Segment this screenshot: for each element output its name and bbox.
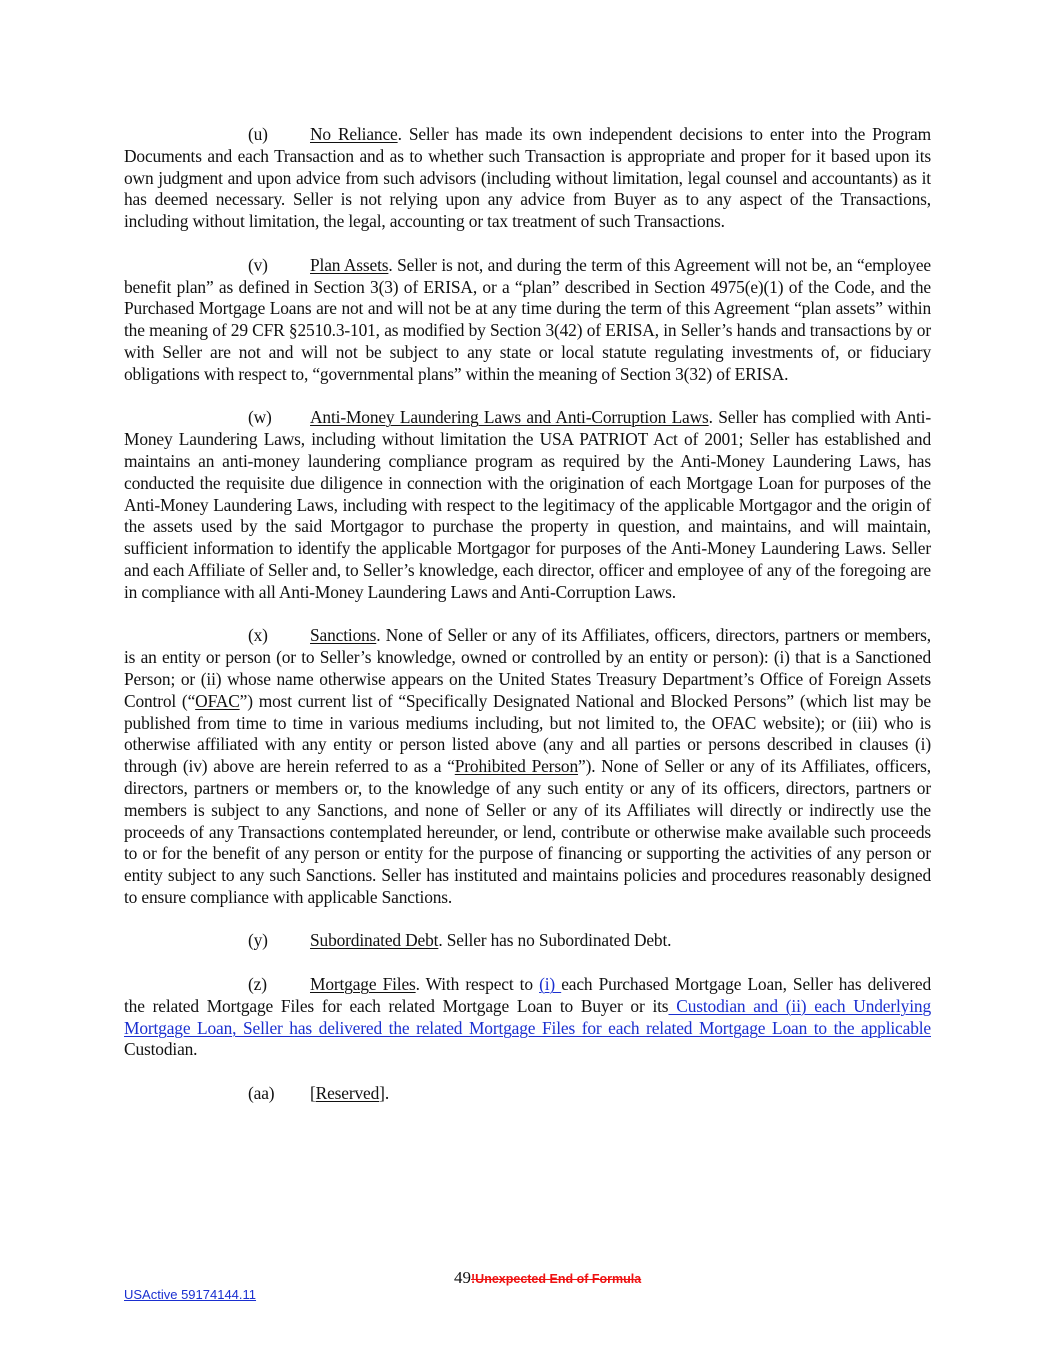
section-label: (x) bbox=[248, 625, 268, 646]
section-text: . Seller is not, and during the term of this Agreement will not be, an “employee benefit plan” as defined in Section 3(3) of ERISA, or a “plan” described in Section 4975(e)(1) of the Code, and the Purchased Mortgage Loans are not and will not be at any time during the term of this Agreement “plan assets” within the meaning of 29 CFR §2510.3-101, as modified by Section 3(42) of ERISA, in Seller’s hands and transactions by or with Seller are not and will not be subject to any state or local statute regulating investments of, or fiduciary obligations with respect to, “governmental plans” within the meaning of Section 3(32) of ERISA. bbox=[124, 254, 931, 384]
section-text: . Seller has no Subordinated Debt. bbox=[438, 930, 672, 951]
section-v bbox=[124, 255, 931, 386]
section-aa bbox=[124, 1083, 931, 1105]
section-text: ”) most current list of “Specifically Designated National and Blocked Persons” (which list may be published from time to time in various mediums including, but not limited to, the OFAC website); or (iii) who is otherwise affiliated with any entity or person listed above (any and all parties or persons described in clauses (i) through (iv) above are herein referred to as a “ bbox=[124, 690, 931, 777]
section-heading: Mortgage Files bbox=[310, 974, 416, 995]
section-label: (v) bbox=[248, 254, 268, 275]
section-heading: Sanctions bbox=[310, 625, 377, 646]
bracket-open: [ bbox=[310, 1083, 316, 1104]
section-heading: Reserved bbox=[315, 1083, 380, 1104]
section-heading: Anti-Money Laundering Laws and Anti-Corruption Laws bbox=[310, 407, 709, 428]
section-text: each Purchased Mortgage Loan, Seller has delivered the related Mortgage Files for each related Mortgage Loan to Buyer or its bbox=[124, 974, 931, 1016]
section-label: (w) bbox=[248, 407, 272, 428]
defined-term-prohibited-person: Prohibited Person bbox=[454, 756, 579, 777]
section-w bbox=[124, 407, 931, 603]
page-footer bbox=[454, 1268, 641, 1289]
page-number: 49 bbox=[454, 1268, 471, 1287]
section-label: (z) bbox=[248, 974, 267, 995]
formula-error: !Unexpected End of Formula bbox=[471, 1272, 642, 1286]
document-id-link[interactable]: USActive 59174144.11 bbox=[124, 1287, 257, 1302]
section-text: . Seller has complied with Anti-Money Laundering Laws, including without limitation the USA PATRIOT Act of 2001; Seller has established and maintains an anti-money laundering compliance program as required by the Anti-Money Laundering Laws, has conducted the requisite due diligence in connection with the origination of each Mortgage Loan for purposes of the Anti-Money Laundering Laws, including with respect to the legitimacy of the applicable Mortgagor and the origin of the assets used by the said Mortgagor to purchase the property in question, and maintains, and will maintain, sufficient information to identify the applicable Mortgagor for purposes of the Anti-Money Laundering Laws. Seller and each Affiliate of Seller and, to Seller’s knowledge, each director, officer and employee of any of the foregoing are in compliance with all Anti-Money Laundering Laws and Anti-Corruption Laws. bbox=[124, 407, 931, 602]
defined-term-ofac: OFAC bbox=[195, 690, 240, 711]
section-label: (aa) bbox=[248, 1083, 275, 1104]
section-label: (y) bbox=[248, 930, 268, 951]
section-text: ”). None of Seller or any of its Affiliates, officers, directors, partners or members or, to the knowledge of any such entity or any of its officers, directors, partners or members is subject to any Sanctions, and none of Seller or any of its Affiliates will directly or indirectly use the proceeds of any Transactions contemplated hereunder, or lend, contribute or otherwise make available such proceeds to or for the benefit of any person or entity for the purpose of financing or supporting the activities of any person or entity subject to any such Sanctions. Seller has instituted and maintains policies and procedures reasonably designed to ensure compliance with applicable Sanctions. bbox=[124, 756, 931, 907]
section-z bbox=[124, 974, 931, 1061]
section-label: (u) bbox=[248, 124, 268, 144]
tracked-insertion: (i) bbox=[539, 974, 562, 995]
section-heading: Plan Assets bbox=[310, 254, 389, 275]
section-u bbox=[124, 124, 931, 233]
section-heading: No Reliance bbox=[310, 124, 398, 144]
section-text: Custodian. bbox=[124, 1039, 198, 1060]
section-text: . Seller has made its own independent decisions to enter into the Program Documents and each Transaction and as to whether such Transaction is appropriate and proper for it based upon its own judgment and upon advice from such advisors (including without limitation, legal counsel and accountants) as it has deemed necessary. Seller is not relying upon any advice from Buyer as to any aspect of the Transactions, including without limitation, the legal, accounting or tax treatment of such Transactions. bbox=[124, 124, 931, 232]
section-x bbox=[124, 625, 931, 908]
section-text: . None of Seller or any of its Affiliates, officers, directors, partners or members, is an entity or person (or to Seller’s knowledge, owned or controlled by an entity or person): (i) that is a Sanctioned Person; or (ii) whose name otherwise appears on the United States Treasury Department’s Office of Foreign Assets Control (“ bbox=[124, 625, 931, 711]
section-text: ]. bbox=[379, 1083, 390, 1104]
section-text: . With respect to bbox=[415, 974, 540, 995]
document-page bbox=[124, 124, 931, 1127]
section-heading: Subordinated Debt bbox=[310, 930, 439, 951]
tracked-insertion: Custodian and (ii) each Underlying Mortgage Loan, Seller has delivered the related Mortgage Files for each related Mortgage Loan to the applicable bbox=[124, 995, 931, 1038]
section-y bbox=[124, 930, 931, 952]
